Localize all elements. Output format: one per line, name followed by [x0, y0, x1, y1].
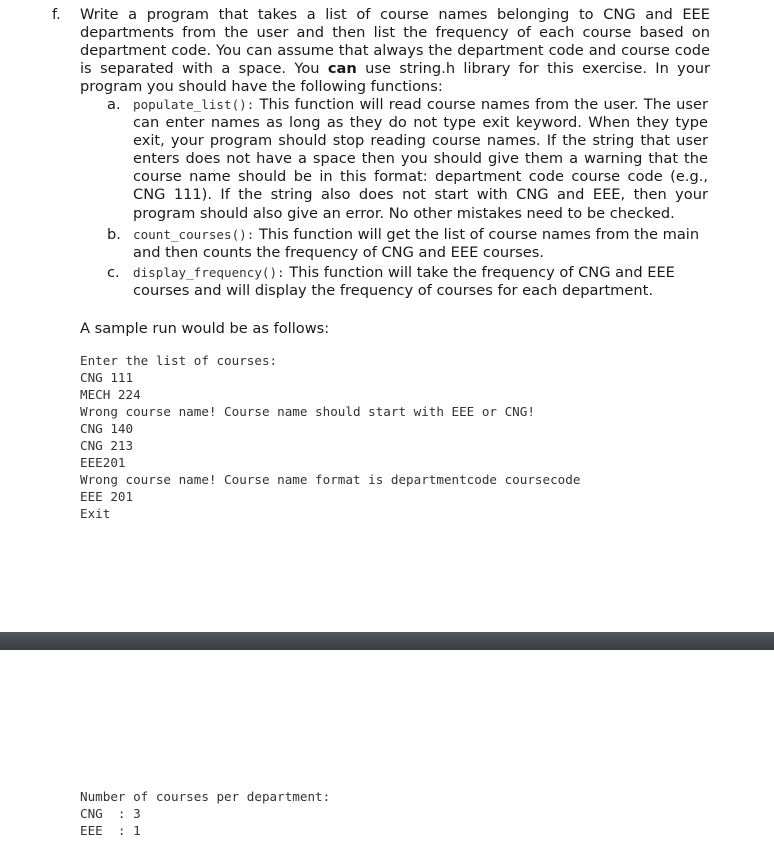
code-line: CNG 111 [80, 370, 134, 385]
code-line: EEE 201 [80, 489, 134, 504]
function-c-text: This function will take the frequency of CNG and EEE courses and will display the frequency of courses for each department. [133, 264, 675, 300]
function-a-description [133, 96, 708, 223]
function-c-name: display_frequency(): [133, 265, 285, 280]
sample-run-code [80, 352, 580, 522]
function-a-marker: a. [107, 96, 121, 113]
function-a-name: populate_list(): [133, 97, 255, 112]
question-text-bold: can [327, 60, 357, 78]
function-c-marker: c. [107, 264, 120, 281]
sample-run-intro: A sample run would be as follows: [80, 320, 330, 337]
question-text [80, 6, 710, 96]
function-b-name: count_courses(): [133, 227, 255, 242]
function-b-description [133, 226, 708, 262]
sample-output-code [80, 788, 330, 839]
code-line: CNG : 3 [80, 806, 141, 821]
question-text-part2: use string.h library for this exercise. In your program you should have the following functions: [80, 60, 711, 96]
function-a-text: This function will read course names from the user. The user can enter names as long as they do not type exit keyword. When they type exit, your program should stop reading course names. If the string that user enters does not have a space then you should give them a warning that the course name should be in this format: department code course code (e.g., CNG 111). If the string also does not start with CNG and EEE, then your program should also give an error. No other mistakes need to be checked. [133, 96, 708, 222]
code-line: Exit [80, 506, 111, 521]
code-line: Wrong course name! Course name format is departmentcode coursecode [80, 472, 581, 487]
function-b-marker: b. [107, 226, 121, 243]
page-break-divider [0, 632, 774, 650]
function-b-text: This function will get the list of course names from the main and then counts the frequency of CNG and EEE courses. [133, 226, 700, 262]
question-text-part1: Write a program that takes a list of course names belonging to CNG and EEE departments from the user and then list the frequency of each course based on department code. You can assume that always the department code and course code is separated with a space. You [80, 6, 710, 78]
code-line: EEE : 1 [80, 823, 141, 838]
code-line: Enter the list of courses: [80, 353, 278, 368]
code-line: MECH 224 [80, 387, 141, 402]
question-marker: f. [52, 6, 61, 23]
code-line: Wrong course name! Course name should start with EEE or CNG! [80, 404, 535, 419]
code-line: CNG 213 [80, 438, 134, 453]
code-line: EEE201 [80, 455, 126, 470]
code-line: CNG 140 [80, 421, 134, 436]
code-line: Number of courses per department: [80, 789, 331, 804]
function-c-description [133, 264, 708, 300]
